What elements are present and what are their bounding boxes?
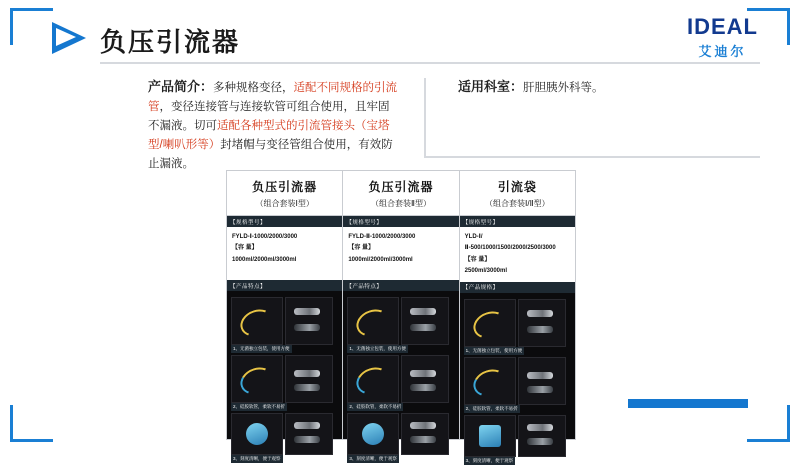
- product-photo: [464, 299, 516, 347]
- product-intro-label: 产品简介：: [148, 79, 214, 94]
- product-column-3: [460, 171, 575, 463]
- connector-icon: [294, 324, 320, 331]
- product-photo: [347, 413, 399, 455]
- department-label: 适用科室：: [458, 79, 524, 94]
- slide-header: [0, 0, 800, 66]
- product-column-3-img-bar: 【产品规格】: [460, 282, 575, 293]
- product-column-1-title: 负压引流器: [252, 179, 318, 194]
- photo-caption: 2、硅胶软管，柔软不易折: [465, 405, 518, 411]
- drainage-bag-icon: [479, 425, 501, 447]
- product-photo: [231, 355, 283, 403]
- product-column-2-img-bar: 【产品特点】: [343, 280, 458, 291]
- spec-line: FYLD-Ⅱ-1000/2000/3000: [348, 234, 416, 240]
- product-photo: [285, 297, 333, 345]
- product-column-1-header: [227, 171, 342, 216]
- horizontal-divider: [424, 156, 760, 158]
- product-column-3-title: 引流袋: [497, 179, 537, 194]
- drainage-tube-icon: [353, 363, 394, 399]
- brand-logo: [687, 14, 758, 60]
- product-column-3-images: [460, 293, 575, 463]
- product-photo: [464, 415, 516, 457]
- connector-icon: [527, 310, 553, 317]
- product-column-2-title: 负压引流器: [368, 179, 434, 194]
- product-column-3-subtitle: （组合套装Ⅰ/Ⅱ型）: [485, 198, 550, 208]
- logo-subtext: 艾迪尔: [698, 44, 747, 59]
- product-column-1: [227, 171, 343, 461]
- connector-icon: [410, 422, 436, 429]
- product-table: [226, 170, 576, 463]
- product-column-2-subtitle: （组合套装Ⅱ型）: [371, 198, 431, 208]
- play-triangle-inner-icon: [56, 28, 76, 46]
- product-photo: [231, 297, 283, 345]
- product-column-2-images: [343, 291, 458, 461]
- drainage-tube-icon: [353, 305, 394, 341]
- product-photo: [285, 413, 333, 455]
- product-photo: [231, 413, 283, 455]
- photo-caption: 2、硅胶软管，柔软不易折: [349, 404, 402, 409]
- connector-icon: [410, 324, 436, 331]
- product-column-1-img-bar: 【产品特点】: [227, 280, 342, 291]
- product-intro: [148, 76, 398, 174]
- department-block: [458, 76, 718, 98]
- connector-icon: [294, 436, 320, 443]
- drainage-tube-icon: [237, 305, 278, 341]
- product-photo: [401, 355, 449, 403]
- negative-pressure-ball-icon: [362, 423, 384, 445]
- bottom-accent-bar: [628, 399, 748, 408]
- connector-icon: [410, 436, 436, 443]
- logo-wordmark: IDEAL: [687, 14, 758, 39]
- photo-caption: 3、刻度清晰，便于观察: [465, 457, 514, 463]
- connector-icon: [527, 386, 553, 393]
- department-text: 肝胆胰外科等。: [523, 82, 604, 94]
- product-column-2-spec-bar: 【规格型号】: [343, 216, 458, 227]
- negative-pressure-ball-icon: [246, 423, 268, 445]
- photo-caption: 3、刻度清晰，便于观察: [349, 456, 397, 461]
- spec-line: 2500ml/3000ml: [464, 268, 508, 275]
- spec-line: 1000ml/2000ml/3000ml: [348, 256, 413, 263]
- product-photo: [401, 413, 449, 455]
- spec-line: 【容 量】: [232, 245, 258, 252]
- photo-caption: 1、无菌独立包装，使用方便: [349, 346, 406, 351]
- product-photo: [285, 355, 333, 403]
- photo-caption: 1、无菌独立包装，使用方便: [465, 347, 523, 353]
- connector-icon: [527, 326, 553, 333]
- connector-icon: [527, 372, 553, 379]
- connector-icon: [527, 438, 553, 445]
- product-photo: [347, 297, 399, 345]
- spec-line: FYLD-Ⅰ-1000/2000/3000: [232, 234, 298, 240]
- product-column-2: [343, 171, 459, 461]
- product-column-3-spec-bar: 【规格型号】: [460, 216, 575, 227]
- product-column-1-spec-bar: 【规格型号】: [227, 216, 342, 227]
- corner-frame-bottom-right: [747, 405, 790, 442]
- spec-line: 【容 量】: [464, 256, 491, 263]
- product-column-1-specs: [227, 227, 342, 280]
- connector-icon: [294, 422, 320, 429]
- connector-icon: [294, 308, 320, 315]
- product-intro-highlight-1: 适配不同规格的引流管: [148, 82, 398, 113]
- product-intro-highlight-2: 适配各种型式的引流管接头（宝塔型/喇叭形等）: [148, 119, 390, 151]
- spec-line: YLD-Ⅰ/Ⅱ-500/1000/1500/2000/2500/3000: [464, 234, 556, 252]
- photo-caption: 2、硅胶软管，柔软不易折: [233, 404, 286, 409]
- page-title: 负压引流器: [100, 27, 241, 57]
- product-column-1-images: [227, 291, 342, 461]
- product-column-3-specs: [460, 227, 575, 282]
- connector-icon: [410, 308, 436, 315]
- photo-caption: 1、无菌独立包装，使用方便: [233, 346, 290, 351]
- spec-line: 【容 量】: [348, 245, 374, 252]
- product-photo: [464, 357, 516, 405]
- product-column-2-specs: [343, 227, 458, 280]
- product-photo: [518, 357, 566, 405]
- corner-frame-bottom-left: [10, 405, 53, 442]
- product-intro-text-1: 多种规格变径，: [213, 82, 294, 94]
- connector-icon: [410, 384, 436, 391]
- product-photo: [518, 415, 566, 457]
- product-photo: [401, 297, 449, 345]
- spec-line: 1000ml/2000ml/3000ml: [232, 256, 297, 263]
- photo-caption: 3、刻度清晰，便于观察: [233, 456, 281, 461]
- title-divider: [100, 62, 760, 64]
- connector-icon: [410, 370, 436, 377]
- vertical-divider: [424, 78, 426, 156]
- product-column-1-subtitle: （组合套装Ⅰ型）: [255, 198, 314, 208]
- product-intro-text-3: 封堵帽与变径管组合使用，有效防止漏液。: [148, 138, 393, 170]
- product-intro-text-2: ，变径连接管与连接软管可组合使用，且牢固不漏液。切可: [148, 100, 390, 132]
- drainage-tube-icon: [237, 363, 278, 399]
- drainage-tube-icon: [469, 365, 510, 401]
- product-column-3-header: [460, 171, 575, 216]
- connector-icon: [294, 384, 320, 391]
- product-column-2-header: [343, 171, 458, 216]
- product-photo: [347, 355, 399, 403]
- connector-icon: [294, 370, 320, 377]
- connector-icon: [527, 424, 553, 431]
- product-photo: [518, 299, 566, 347]
- drainage-tube-icon: [469, 307, 510, 343]
